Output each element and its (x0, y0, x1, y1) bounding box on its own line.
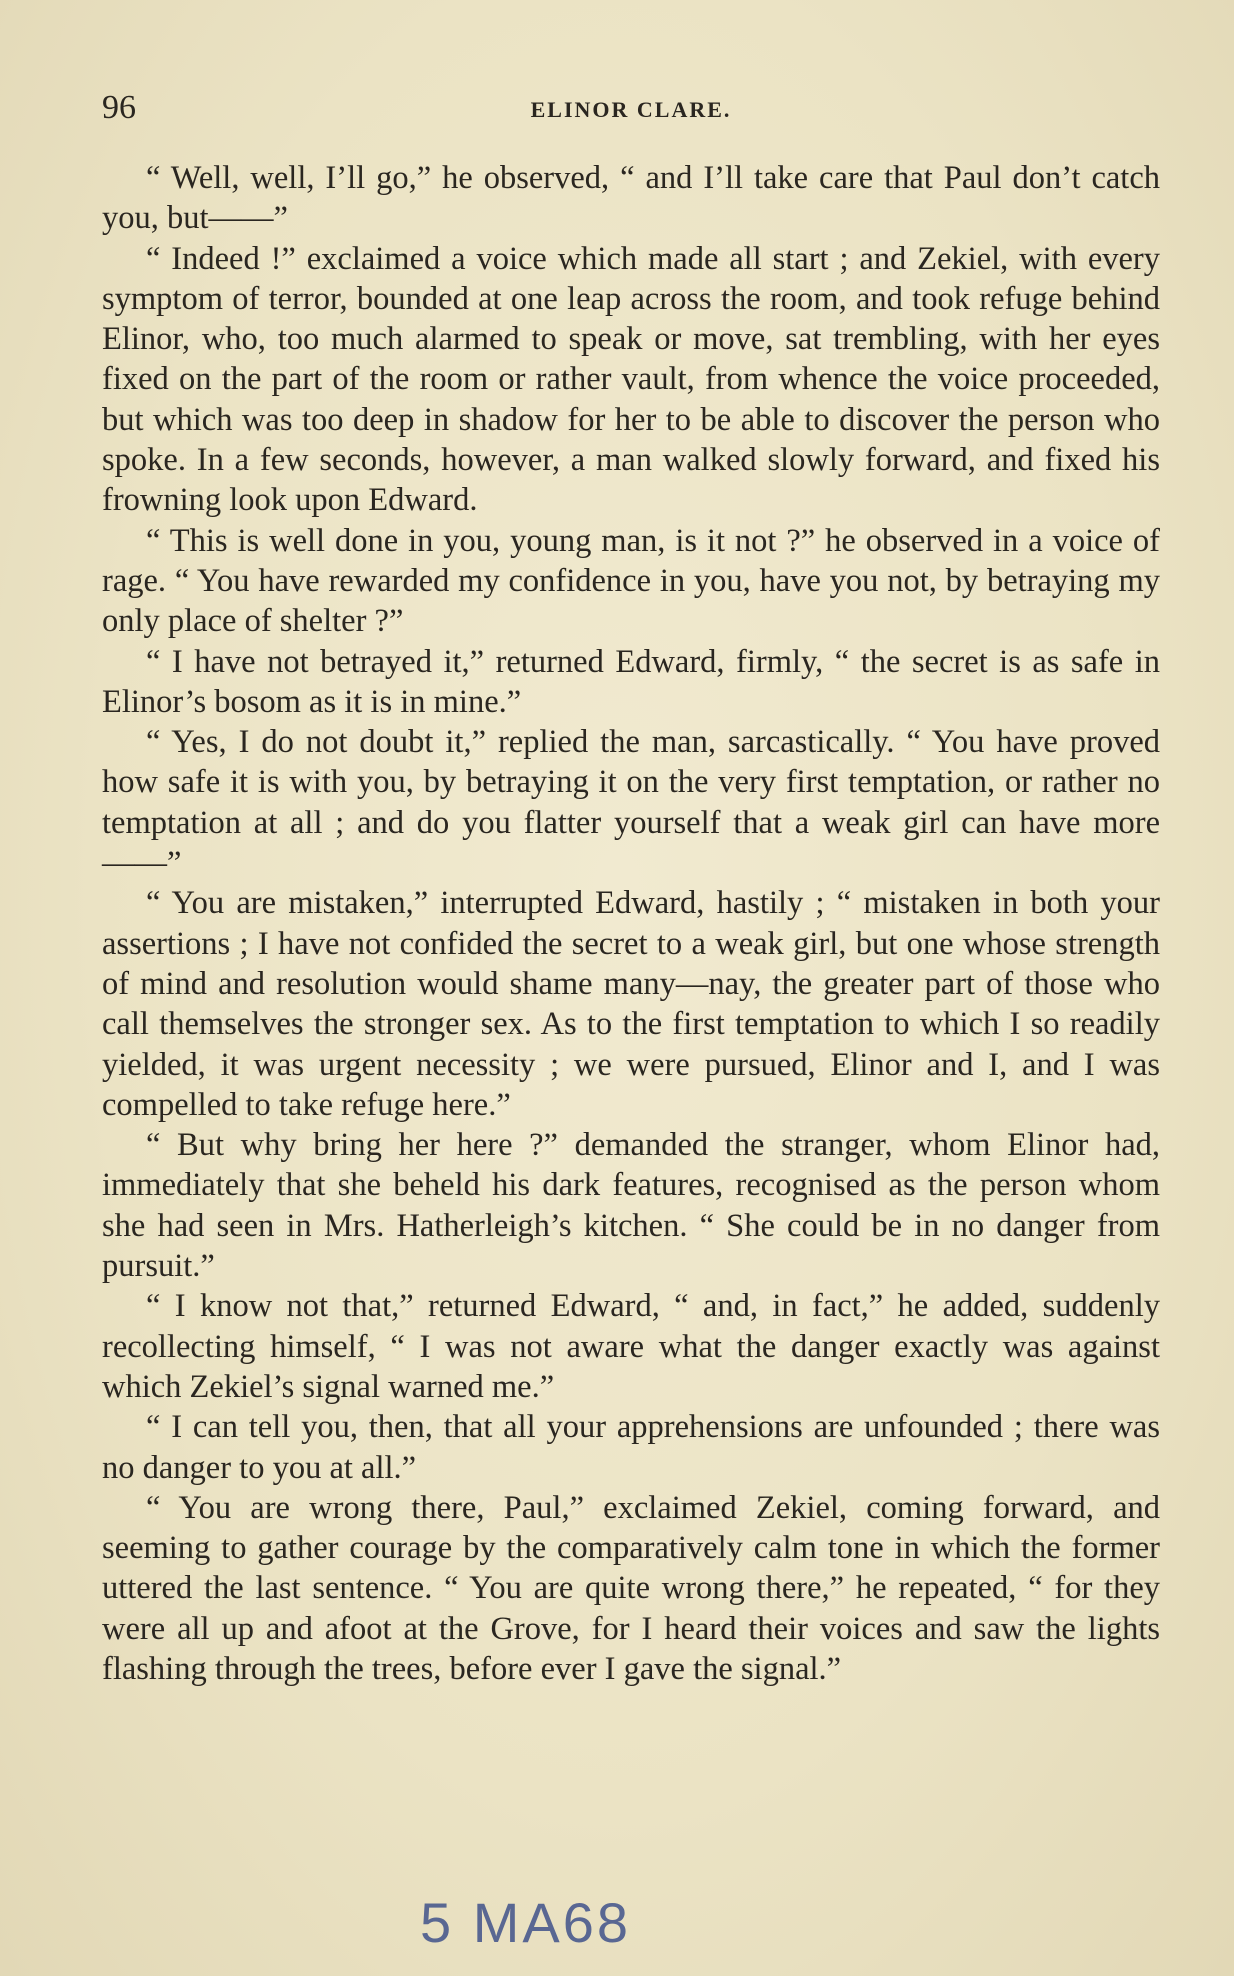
paragraph: “ I have not betrayed it,” returned Edward, firmly, “ the secret is as safe in Elinor’s bosom as it is in mine.” (102, 643, 1160, 720)
page-header (102, 88, 1160, 128)
running-head: ELINOR CLARE. (530, 97, 732, 122)
library-date-stamp: 5 MA68 (420, 1891, 631, 1954)
paragraph: “ I know not that,” returned Edward, “ and, in fact,” he added, suddenly recollecting himself, “ I was not aware what the danger exactly was against which Zekiel’s signal warned me.” (102, 1288, 1160, 1405)
paragraph: “ You are mistaken,” interrupted Edward, hastily ; “ mistaken in both your assertions ; I have not confided the secret to a weak girl, but one whose strength of mind and resolution would shame many—nay, the greater part of those who call themselves the stronger sex. As to the first temptation to which I so readily yielded, it was urgent necessity ; we were pursued, Elinor and I, and I was compelled to take refuge here.” (102, 885, 1160, 1123)
paragraph: “ Yes, I do not doubt it,” replied the man, sarcastically. “ You have proved how safe it is with you, by betraying it on the very first temptation, or rather no temptation at all ; and do you flatter yourself that a weak girl can have more——” (102, 724, 1160, 882)
paragraph: “ Indeed !” exclaimed a voice which made all start ; and Zekiel, with every symptom of terror, bounded at one leap across the room, and took refuge behind Elinor, who, too much alarmed to speak or move, sat trembling, with her eyes fixed on the part of the room or rather vault, from whence the voice proceeded, but which was too deep in shadow for her to be able to discover the person who spoke. In a few seconds, however, a man walked slowly forward, and fixed his frowning look upon Edward. (102, 240, 1160, 519)
body-text (102, 158, 1160, 1689)
paragraph: “ This is well done in you, young man, is it not ?” he observed in a voice of rage. “ You have rewarded my confidence in you, have you not, by betraying my only place of shelter ?” (102, 522, 1160, 640)
paragraph: “ You are wrong there, Paul,” exclaimed Zekiel, coming forward, and seeming to gather courage by the comparatively calm tone in which the former uttered the last sentence. “ You are quite wrong there,” he repeated, “ for they were all up and afoot at the Grove, for I heard their voices and saw the lights flashing through the trees, before ever I gave the signal.” (102, 1489, 1160, 1687)
page-number: 96 (102, 89, 136, 126)
paragraph: “ Well, well, I’ll go,” he observed, “ and I’ll take care that Paul don’t catch you, but——” (102, 160, 1160, 237)
paragraph: “ I can tell you, then, that all your apprehensions are unfounded ; there was no danger to you at all.” (102, 1409, 1160, 1486)
paragraph: “ But why bring her here ?” demanded the stranger, whom Elinor had, immediately that she beheld his dark features, recognised as the person whom she had seen in Mrs. Hatherleigh’s kitchen. “ She could be in no danger from pursuit.” (102, 1127, 1160, 1285)
